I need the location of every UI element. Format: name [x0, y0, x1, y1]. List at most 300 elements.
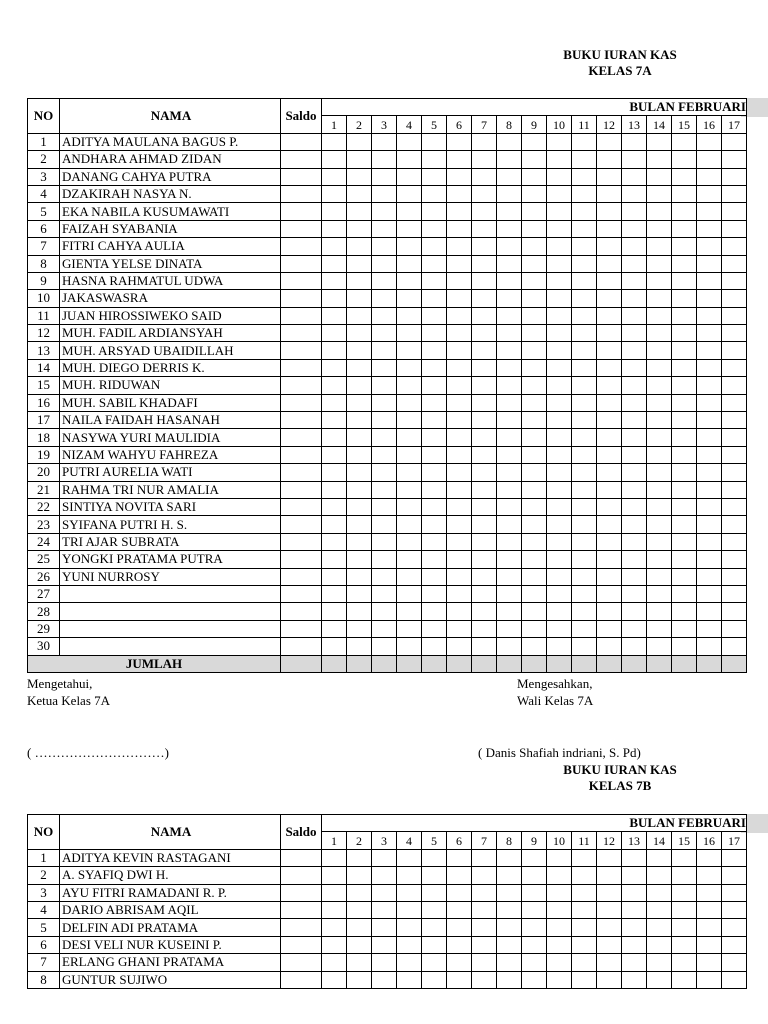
day-cell-7[interactable] — [472, 568, 497, 585]
day-cell-17[interactable] — [722, 412, 747, 429]
day-cell-17[interactable] — [722, 429, 747, 446]
saldo-cell[interactable] — [281, 412, 322, 429]
day-cell-3[interactable] — [372, 936, 397, 953]
day-cell-13[interactable] — [622, 290, 647, 307]
day-cell-3[interactable] — [372, 342, 397, 359]
day-cell-4[interactable] — [397, 359, 422, 376]
day-cell-10[interactable] — [547, 498, 572, 515]
day-cell-10[interactable] — [547, 481, 572, 498]
day-cell-7[interactable] — [472, 498, 497, 515]
saldo-cell[interactable] — [281, 133, 322, 150]
day-cell-12[interactable] — [597, 168, 622, 185]
day-cell-6[interactable] — [447, 464, 472, 481]
day-cell-15[interactable] — [672, 936, 697, 953]
day-cell-9[interactable] — [522, 936, 547, 953]
day-cell-17[interactable] — [722, 481, 747, 498]
day-cell-7[interactable] — [472, 901, 497, 918]
day-cell-12[interactable] — [597, 585, 622, 602]
day-cell-4[interactable] — [397, 884, 422, 901]
day-cell-8[interactable] — [497, 603, 522, 620]
day-cell-13[interactable] — [622, 412, 647, 429]
day-cell-14[interactable] — [647, 238, 672, 255]
day-cell-3[interactable] — [372, 168, 397, 185]
day-cell-17[interactable] — [722, 133, 747, 150]
day-cell-1[interactable] — [322, 884, 347, 901]
day-cell-1[interactable] — [322, 272, 347, 289]
day-cell-14[interactable] — [647, 325, 672, 342]
day-cell-2[interactable] — [347, 307, 372, 324]
day-cell-5[interactable] — [422, 342, 447, 359]
day-cell-13[interactable] — [622, 464, 647, 481]
day-cell-8[interactable] — [497, 185, 522, 202]
day-cell-5[interactable] — [422, 377, 447, 394]
day-cell-11[interactable] — [572, 585, 597, 602]
day-cell-8[interactable] — [497, 325, 522, 342]
day-cell-3[interactable] — [372, 867, 397, 884]
day-cell-16[interactable] — [697, 551, 722, 568]
day-cell-6[interactable] — [447, 919, 472, 936]
day-cell-14[interactable] — [647, 551, 672, 568]
day-cell-13[interactable] — [622, 325, 647, 342]
day-cell-10[interactable] — [547, 936, 572, 953]
day-cell-2[interactable] — [347, 516, 372, 533]
saldo-cell[interactable] — [281, 516, 322, 533]
day-cell-5[interactable] — [422, 168, 447, 185]
day-cell-11[interactable] — [572, 936, 597, 953]
day-cell-15[interactable] — [672, 238, 697, 255]
day-cell-3[interactable] — [372, 638, 397, 655]
day-cell-11[interactable] — [572, 516, 597, 533]
day-cell-13[interactable] — [622, 620, 647, 637]
day-cell-10[interactable] — [547, 359, 572, 376]
day-cell-13[interactable] — [622, 133, 647, 150]
saldo-cell[interactable] — [281, 971, 322, 988]
day-cell-7[interactable] — [472, 412, 497, 429]
day-cell-8[interactable] — [497, 867, 522, 884]
day-cell-10[interactable] — [547, 342, 572, 359]
day-cell-15[interactable] — [672, 516, 697, 533]
day-cell-2[interactable] — [347, 954, 372, 971]
day-cell-17[interactable] — [722, 446, 747, 463]
day-cell-2[interactable] — [347, 255, 372, 272]
day-cell-8[interactable] — [497, 394, 522, 411]
day-cell-3[interactable] — [372, 516, 397, 533]
day-cell-12[interactable] — [597, 568, 622, 585]
day-cell-1[interactable] — [322, 620, 347, 637]
day-cell-9[interactable] — [522, 151, 547, 168]
day-cell-17[interactable] — [722, 255, 747, 272]
day-cell-13[interactable] — [622, 151, 647, 168]
day-cell-11[interactable] — [572, 638, 597, 655]
day-cell-17[interactable] — [722, 151, 747, 168]
day-cell-5[interactable] — [422, 884, 447, 901]
day-cell-6[interactable] — [447, 936, 472, 953]
day-cell-14[interactable] — [647, 568, 672, 585]
day-cell-2[interactable] — [347, 585, 372, 602]
day-cell-9[interactable] — [522, 954, 547, 971]
day-cell-9[interactable] — [522, 516, 547, 533]
day-cell-9[interactable] — [522, 867, 547, 884]
day-cell-6[interactable] — [447, 954, 472, 971]
day-cell-14[interactable] — [647, 498, 672, 515]
day-cell-17[interactable] — [722, 307, 747, 324]
day-cell-4[interactable] — [397, 516, 422, 533]
day-cell-9[interactable] — [522, 325, 547, 342]
day-cell-2[interactable] — [347, 551, 372, 568]
day-cell-5[interactable] — [422, 133, 447, 150]
day-cell-3[interactable] — [372, 884, 397, 901]
day-cell-15[interactable] — [672, 481, 697, 498]
day-cell-3[interactable] — [372, 446, 397, 463]
saldo-cell[interactable] — [281, 498, 322, 515]
day-cell-10[interactable] — [547, 290, 572, 307]
day-cell-7[interactable] — [472, 585, 497, 602]
day-cell-4[interactable] — [397, 429, 422, 446]
day-cell-17[interactable] — [722, 342, 747, 359]
day-cell-13[interactable] — [622, 203, 647, 220]
day-cell-15[interactable] — [672, 620, 697, 637]
day-cell-7[interactable] — [472, 255, 497, 272]
day-cell-1[interactable] — [322, 359, 347, 376]
day-cell-2[interactable] — [347, 342, 372, 359]
day-cell-1[interactable] — [322, 464, 347, 481]
day-cell-4[interactable] — [397, 533, 422, 550]
saldo-cell[interactable] — [281, 901, 322, 918]
day-cell-5[interactable] — [422, 603, 447, 620]
day-cell-9[interactable] — [522, 585, 547, 602]
day-cell-9[interactable] — [522, 498, 547, 515]
day-cell-10[interactable] — [547, 603, 572, 620]
day-cell-1[interactable] — [322, 307, 347, 324]
day-cell-16[interactable] — [697, 585, 722, 602]
day-cell-10[interactable] — [547, 568, 572, 585]
day-cell-12[interactable] — [597, 884, 622, 901]
day-cell-11[interactable] — [572, 849, 597, 866]
day-cell-11[interactable] — [572, 290, 597, 307]
day-cell-2[interactable] — [347, 394, 372, 411]
day-cell-4[interactable] — [397, 272, 422, 289]
day-cell-6[interactable] — [447, 533, 472, 550]
day-cell-9[interactable] — [522, 168, 547, 185]
day-cell-17[interactable] — [722, 551, 747, 568]
day-cell-4[interactable] — [397, 203, 422, 220]
day-cell-16[interactable] — [697, 533, 722, 550]
day-cell-6[interactable] — [447, 585, 472, 602]
day-cell-16[interactable] — [697, 884, 722, 901]
day-cell-10[interactable] — [547, 901, 572, 918]
day-cell-7[interactable] — [472, 168, 497, 185]
day-cell-15[interactable] — [672, 168, 697, 185]
day-cell-12[interactable] — [597, 359, 622, 376]
day-cell-13[interactable] — [622, 429, 647, 446]
day-cell-6[interactable] — [447, 620, 472, 637]
day-cell-13[interactable] — [622, 849, 647, 866]
day-cell-16[interactable] — [697, 620, 722, 637]
day-cell-17[interactable] — [722, 464, 747, 481]
day-cell-11[interactable] — [572, 919, 597, 936]
day-cell-14[interactable] — [647, 620, 672, 637]
day-cell-8[interactable] — [497, 568, 522, 585]
day-cell-9[interactable] — [522, 551, 547, 568]
day-cell-3[interactable] — [372, 954, 397, 971]
day-cell-1[interactable] — [322, 255, 347, 272]
day-cell-8[interactable] — [497, 342, 522, 359]
day-cell-9[interactable] — [522, 290, 547, 307]
day-cell-15[interactable] — [672, 203, 697, 220]
day-cell-5[interactable] — [422, 255, 447, 272]
day-cell-10[interactable] — [547, 867, 572, 884]
day-cell-13[interactable] — [622, 307, 647, 324]
day-cell-5[interactable] — [422, 238, 447, 255]
saldo-cell[interactable] — [281, 325, 322, 342]
saldo-cell[interactable] — [281, 394, 322, 411]
day-cell-13[interactable] — [622, 638, 647, 655]
day-cell-9[interactable] — [522, 133, 547, 150]
day-cell-3[interactable] — [372, 325, 397, 342]
day-cell-9[interactable] — [522, 481, 547, 498]
day-cell-3[interactable] — [372, 568, 397, 585]
day-cell-16[interactable] — [697, 394, 722, 411]
day-cell-10[interactable] — [547, 255, 572, 272]
day-cell-11[interactable] — [572, 168, 597, 185]
saldo-cell[interactable] — [281, 867, 322, 884]
day-cell-17[interactable] — [722, 220, 747, 237]
day-cell-9[interactable] — [522, 255, 547, 272]
day-cell-14[interactable] — [647, 377, 672, 394]
day-cell-3[interactable] — [372, 620, 397, 637]
day-cell-9[interactable] — [522, 359, 547, 376]
day-cell-2[interactable] — [347, 377, 372, 394]
day-cell-8[interactable] — [497, 620, 522, 637]
day-cell-14[interactable] — [647, 359, 672, 376]
day-cell-8[interactable] — [497, 498, 522, 515]
day-cell-16[interactable] — [697, 272, 722, 289]
day-cell-13[interactable] — [622, 936, 647, 953]
day-cell-9[interactable] — [522, 849, 547, 866]
day-cell-13[interactable] — [622, 533, 647, 550]
day-cell-5[interactable] — [422, 290, 447, 307]
day-cell-13[interactable] — [622, 551, 647, 568]
day-cell-4[interactable] — [397, 290, 422, 307]
day-cell-17[interactable] — [722, 394, 747, 411]
day-cell-16[interactable] — [697, 325, 722, 342]
day-cell-2[interactable] — [347, 867, 372, 884]
saldo-cell[interactable] — [281, 185, 322, 202]
day-cell-16[interactable] — [697, 412, 722, 429]
day-cell-17[interactable] — [722, 954, 747, 971]
day-cell-16[interactable] — [697, 168, 722, 185]
day-cell-7[interactable] — [472, 220, 497, 237]
saldo-cell[interactable] — [281, 620, 322, 637]
day-cell-11[interactable] — [572, 551, 597, 568]
day-cell-6[interactable] — [447, 568, 472, 585]
day-cell-10[interactable] — [547, 185, 572, 202]
day-cell-17[interactable] — [722, 359, 747, 376]
day-cell-6[interactable] — [447, 867, 472, 884]
day-cell-10[interactable] — [547, 325, 572, 342]
day-cell-1[interactable] — [322, 185, 347, 202]
day-cell-12[interactable] — [597, 429, 622, 446]
day-cell-9[interactable] — [522, 901, 547, 918]
day-cell-12[interactable] — [597, 867, 622, 884]
day-cell-9[interactable] — [522, 342, 547, 359]
day-cell-7[interactable] — [472, 867, 497, 884]
day-cell-17[interactable] — [722, 568, 747, 585]
day-cell-4[interactable] — [397, 551, 422, 568]
day-cell-7[interactable] — [472, 638, 497, 655]
day-cell-9[interactable] — [522, 377, 547, 394]
day-cell-7[interactable] — [472, 133, 497, 150]
day-cell-5[interactable] — [422, 568, 447, 585]
day-cell-12[interactable] — [597, 603, 622, 620]
day-cell-1[interactable] — [322, 533, 347, 550]
day-cell-17[interactable] — [722, 325, 747, 342]
day-cell-15[interactable] — [672, 867, 697, 884]
saldo-cell[interactable] — [281, 290, 322, 307]
day-cell-17[interactable] — [722, 185, 747, 202]
day-cell-14[interactable] — [647, 516, 672, 533]
day-cell-6[interactable] — [447, 307, 472, 324]
day-cell-2[interactable] — [347, 533, 372, 550]
day-cell-6[interactable] — [447, 377, 472, 394]
day-cell-2[interactable] — [347, 359, 372, 376]
day-cell-5[interactable] — [422, 446, 447, 463]
day-cell-5[interactable] — [422, 498, 447, 515]
day-cell-6[interactable] — [447, 238, 472, 255]
day-cell-10[interactable] — [547, 516, 572, 533]
day-cell-4[interactable] — [397, 954, 422, 971]
day-cell-2[interactable] — [347, 919, 372, 936]
day-cell-17[interactable] — [722, 290, 747, 307]
day-cell-6[interactable] — [447, 901, 472, 918]
day-cell-3[interactable] — [372, 377, 397, 394]
day-cell-4[interactable] — [397, 867, 422, 884]
day-cell-3[interactable] — [372, 551, 397, 568]
day-cell-10[interactable] — [547, 133, 572, 150]
day-cell-4[interactable] — [397, 481, 422, 498]
day-cell-10[interactable] — [547, 971, 572, 988]
day-cell-15[interactable] — [672, 133, 697, 150]
day-cell-13[interactable] — [622, 603, 647, 620]
day-cell-1[interactable] — [322, 325, 347, 342]
day-cell-16[interactable] — [697, 936, 722, 953]
day-cell-1[interactable] — [322, 377, 347, 394]
day-cell-7[interactable] — [472, 849, 497, 866]
day-cell-14[interactable] — [647, 533, 672, 550]
day-cell-15[interactable] — [672, 255, 697, 272]
day-cell-4[interactable] — [397, 620, 422, 637]
day-cell-14[interactable] — [647, 481, 672, 498]
day-cell-13[interactable] — [622, 585, 647, 602]
day-cell-2[interactable] — [347, 168, 372, 185]
day-cell-14[interactable] — [647, 412, 672, 429]
day-cell-7[interactable] — [472, 936, 497, 953]
day-cell-3[interactable] — [372, 151, 397, 168]
day-cell-5[interactable] — [422, 585, 447, 602]
day-cell-5[interactable] — [422, 464, 447, 481]
day-cell-15[interactable] — [672, 638, 697, 655]
day-cell-8[interactable] — [497, 307, 522, 324]
day-cell-12[interactable] — [597, 290, 622, 307]
day-cell-13[interactable] — [622, 238, 647, 255]
day-cell-4[interactable] — [397, 498, 422, 515]
day-cell-1[interactable] — [322, 971, 347, 988]
day-cell-11[interactable] — [572, 603, 597, 620]
day-cell-8[interactable] — [497, 954, 522, 971]
day-cell-5[interactable] — [422, 867, 447, 884]
day-cell-2[interactable] — [347, 133, 372, 150]
day-cell-15[interactable] — [672, 551, 697, 568]
day-cell-11[interactable] — [572, 185, 597, 202]
day-cell-5[interactable] — [422, 220, 447, 237]
day-cell-17[interactable] — [722, 603, 747, 620]
day-cell-6[interactable] — [447, 429, 472, 446]
day-cell-10[interactable] — [547, 394, 572, 411]
day-cell-8[interactable] — [497, 901, 522, 918]
day-cell-16[interactable] — [697, 516, 722, 533]
day-cell-17[interactable] — [722, 867, 747, 884]
day-cell-7[interactable] — [472, 884, 497, 901]
day-cell-8[interactable] — [497, 203, 522, 220]
day-cell-11[interactable] — [572, 238, 597, 255]
day-cell-5[interactable] — [422, 307, 447, 324]
day-cell-11[interactable] — [572, 971, 597, 988]
day-cell-14[interactable] — [647, 255, 672, 272]
saldo-cell[interactable] — [281, 464, 322, 481]
day-cell-1[interactable] — [322, 168, 347, 185]
day-cell-9[interactable] — [522, 620, 547, 637]
day-cell-1[interactable] — [322, 151, 347, 168]
day-cell-12[interactable] — [597, 342, 622, 359]
day-cell-16[interactable] — [697, 429, 722, 446]
day-cell-15[interactable] — [672, 359, 697, 376]
day-cell-13[interactable] — [622, 394, 647, 411]
day-cell-11[interactable] — [572, 151, 597, 168]
day-cell-5[interactable] — [422, 936, 447, 953]
day-cell-6[interactable] — [447, 325, 472, 342]
day-cell-10[interactable] — [547, 954, 572, 971]
day-cell-1[interactable] — [322, 394, 347, 411]
day-cell-12[interactable] — [597, 272, 622, 289]
day-cell-17[interactable] — [722, 849, 747, 866]
day-cell-14[interactable] — [647, 185, 672, 202]
day-cell-11[interactable] — [572, 498, 597, 515]
day-cell-15[interactable] — [672, 533, 697, 550]
day-cell-13[interactable] — [622, 867, 647, 884]
saldo-cell[interactable] — [281, 533, 322, 550]
day-cell-17[interactable] — [722, 585, 747, 602]
day-cell-2[interactable] — [347, 568, 372, 585]
day-cell-6[interactable] — [447, 446, 472, 463]
day-cell-5[interactable] — [422, 551, 447, 568]
day-cell-1[interactable] — [322, 133, 347, 150]
day-cell-17[interactable] — [722, 498, 747, 515]
day-cell-11[interactable] — [572, 620, 597, 637]
day-cell-10[interactable] — [547, 638, 572, 655]
day-cell-5[interactable] — [422, 151, 447, 168]
day-cell-5[interactable] — [422, 359, 447, 376]
day-cell-13[interactable] — [622, 377, 647, 394]
day-cell-6[interactable] — [447, 884, 472, 901]
day-cell-12[interactable] — [597, 307, 622, 324]
day-cell-4[interactable] — [397, 151, 422, 168]
day-cell-2[interactable] — [347, 238, 372, 255]
day-cell-7[interactable] — [472, 533, 497, 550]
day-cell-4[interactable] — [397, 446, 422, 463]
day-cell-1[interactable] — [322, 446, 347, 463]
day-cell-17[interactable] — [722, 272, 747, 289]
day-cell-6[interactable] — [447, 185, 472, 202]
